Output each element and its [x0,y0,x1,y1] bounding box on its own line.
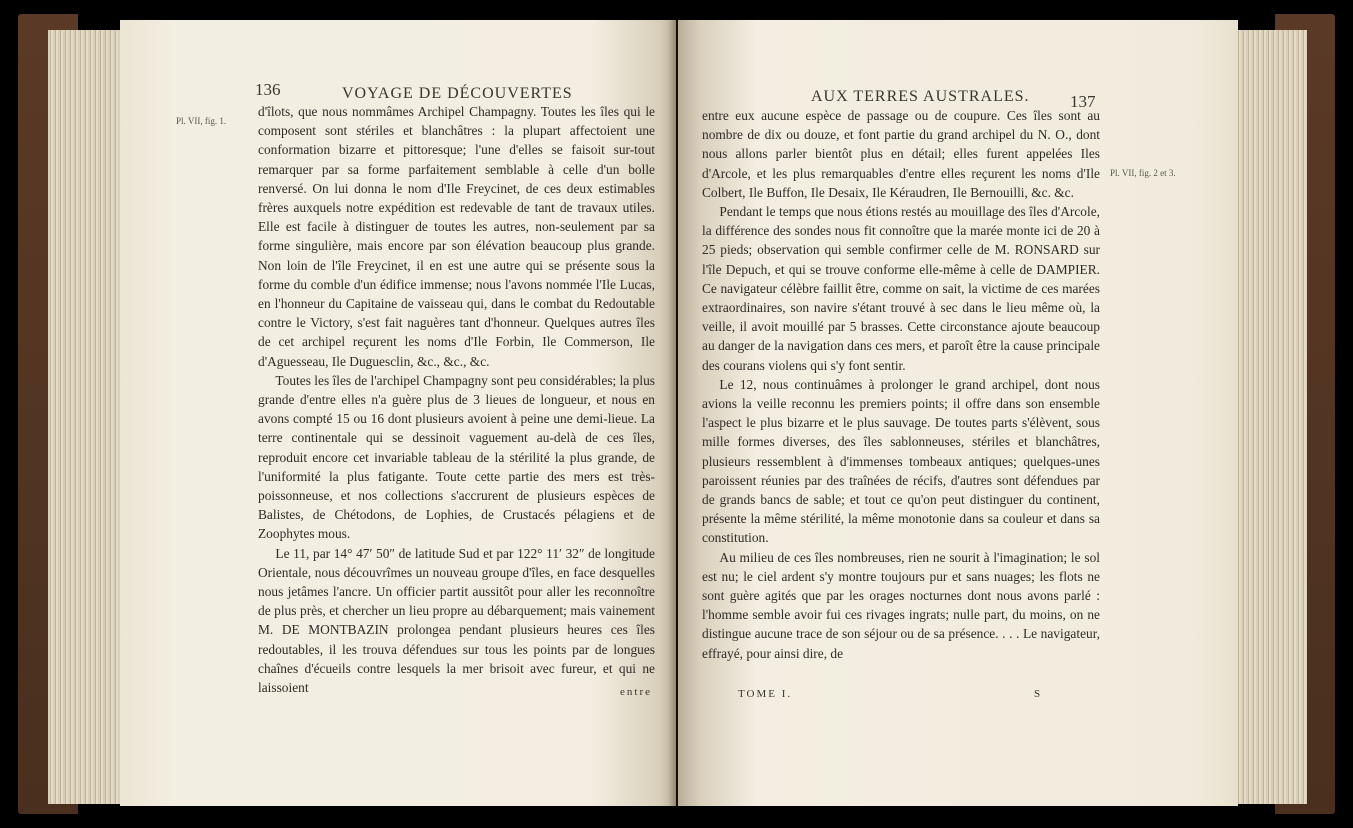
page-number-left: 136 [255,80,281,99]
body-text-left [258,102,655,697]
paragraph: Le 11, par 14° 47′ 50″ de latitude Sud et par 122° 11′ 32″ de longitude Orientale, nous découvrîmes un nouveau groupe d'îles, en face desquelles nous jetâmes l'ancre. Un officier partit aussitôt pour aller les reconnoître de plus près, et chercher un lieu propre au débarquement; mais vainement M. DE MONTBAZIN prolongea pendant plusieurs heures ces îles redoutables, il les trouva défendues sur tous les points par de longues chaînes d'écueils contre lesquels la mer brisoit avec fureur, et qui ne laissoient [258,545,655,696]
right-page [678,20,1238,806]
left-page [120,20,676,806]
paragraph: Au milieu de ces îles nombreuses, rien ne sourit à l'imagination; le sol est nu; le ciel ardent s'y montre toujours pur et sans nuages; les flots ne sont guère agités que par les orages nocturnes dont nous avons parlé : l'homme semble avoir fui ces rivages ingrats; nulle part, du moins, on ne distingue aucune trace de son séjour ou de sa présence. . . . Le navigateur, effrayé, pour ainsi dire, de [702,549,1100,661]
page-number-right: 137 [1070,92,1096,111]
margin-note-left: Pl. VII, fig. 1. [176,116,227,126]
catchword: entre [620,686,652,698]
paragraph: d'îlots, que nous nommâmes Archipel Champagny. Toutes les îles qui le composent sont stériles et blanchâtres : la plupart affectoient une conformation bizarre et pittoresque; l'une d'elles se faisoit sur-tout remarquer par sa forme parfaitement semblable à celle d'un bolle renversé. On lui donna le nom d'Ile Freycinet, de ces deux estimables frères auxquels notre expédition est redevable de tant de travaux utiles. Elle est facile à distinguer de toutes les autres, non-seulement par sa forme singulière, mais encore par son élévation beaucoup plus grande. Non loin de l'île Freycinet, il en est une autre qui se présente sous la forme du comble d'un édifice immense; nous l'avons nommée l'Ile Lucas, en l'honneur du Capitaine de vaisseau qui, dans le combat du Redoutable contre le Victory, s'est fait naguères tant d'honneur. Quelques autres îles de cet archipel reçurent les noms d'Ile Forbin, Ile Commerson, Ile d'Aguesseau, Ile Duguesclin, &c., &c., &c. [258,104,655,369]
paragraph: Toutes les îles de l'archipel Champagny sont peu considérables; la plus grande d'entre elles n'a guère plus de 3 lieues de longueur, et nous en avons compté 15 ou 16 dont plusieurs avoient à peine une demi-lieue. La terre continentale qui se dessinoit vaguement au-delà de ces îles, reproduit encore cet invariable tableau de la stérilité la plus grande, de l'uniformité la plus fatigante. Toute cette partie des mers est très-poissonneuse, et nos collections s'accrurent de plusieurs espèces de Balistes, de Chétodons, de Lophies, de Crustacés pélagiens et de Zoophytes mous. [258,372,655,542]
signature-mark: TOME I. [738,688,793,700]
body-text-right [702,106,1100,663]
paragraph: Pendant le temps que nous étions restés au mouillage des îles d'Arcole, la différence des sondes nous fit connoître que la marée monte ici de 20 à 25 pieds; observation qui semble confirmer celle de M. RONSARD sur l'île Depuch, et qui se trouve conforme elle-même à celle de DAMPIER. Ce navigateur célèbre faillit être, comme on sait, la victime de ces marées extraordinaires, son navire s'étant trouvé à sec dans le lieu même où, la veille, il avoit mouillé par 5 brasses. Cette circonstance ajoute beaucoup au danger de la navigation dans ces mers, et paroît être la cause principale des courans violens qui s'y font sentir. [702,204,1100,373]
paragraph: Le 12, nous continuâmes à prolonger le grand archipel, dont nous avions la veille reconnu les premiers points; il offre dans son ensemble l'aspect le plus bizarre et le plus sauvage. De toutes parts s'élèvent, sous mille formes diverses, des îles sablonneuses, stériles et blanchâtres, plusieurs ressemblent à d'immenses tombeaux antiques; quelques-unes paroissent réunies par des traînées de récifs, d'autres sont défendues par de grands bancs de sable; et tout ce qu'on peut distinguer du continent, présente la même stérilité, la même monotonie dans sa couleur et dans sa constitution. [702,376,1100,546]
margin-note-right: Pl. VII, fig. 2 et 3. [1110,168,1176,178]
signature-letter: S [1034,688,1043,700]
running-head-left: VOYAGE DE DÉCOUVERTES [342,85,573,102]
paragraph: entre eux aucune espèce de passage ou de coupure. Ces îles sont au nombre de dix ou douze, et font partie du grand archipel du N. O., dont nous allons parler bientôt plus en détail; elles furent appelées Iles d'Arcole, et les plus remarquables d'entre elles reçurent les noms d'Ile Colbert, Ile Buffon, Ile Desaix, Ile Kéraudren, Ile Bernouilli, &c. &c. [702,108,1100,200]
running-head-right: AUX TERRES AUSTRALES. [811,88,1030,105]
